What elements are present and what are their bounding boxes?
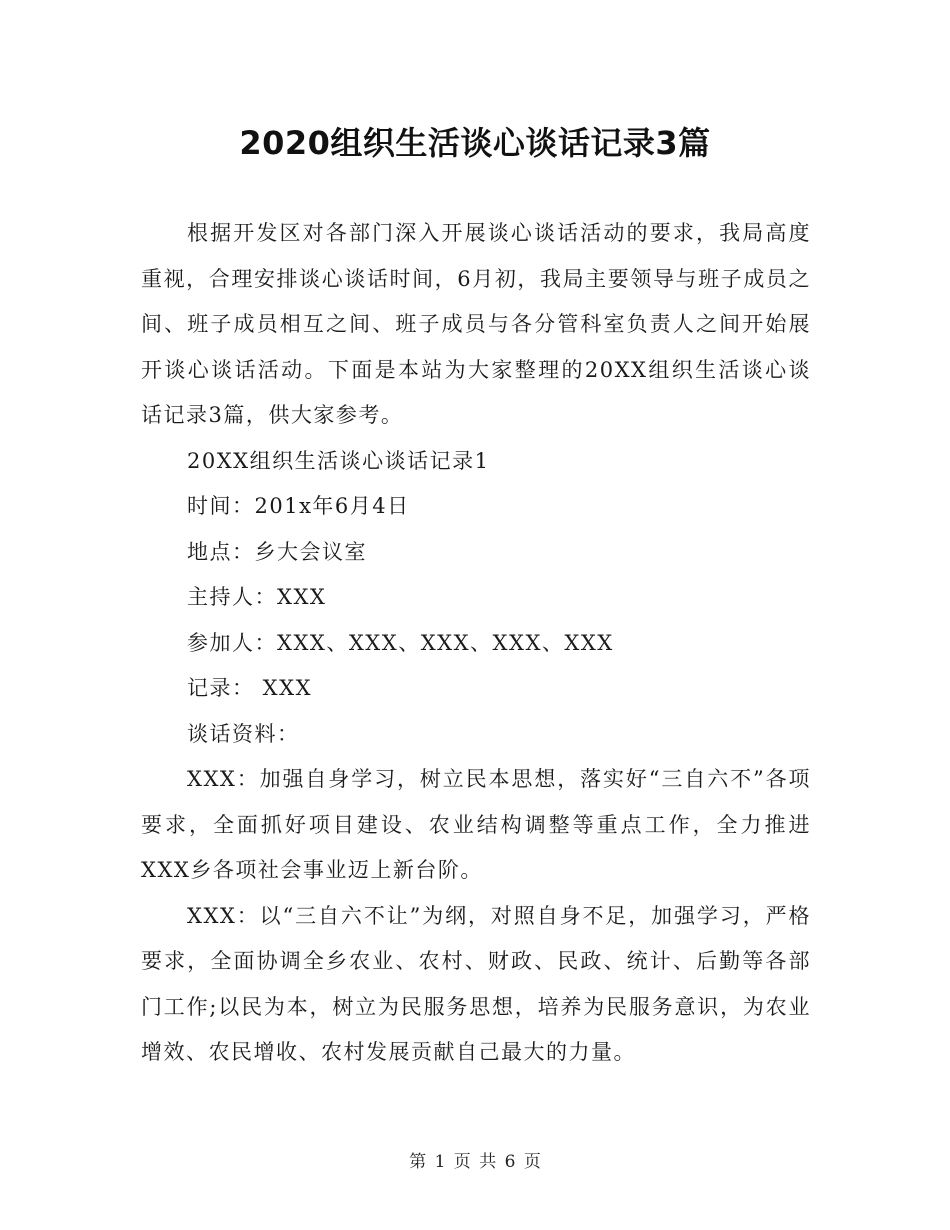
- intro-paragraph: 根据开发区对各部门深入开展谈心谈话活动的要求，我局高度重视，合理安排谈心谈话时间，6月初，我局主要领导与班子成员之间、班子成员相互之间、班子成员与各分管科室负责人之间开始展开谈心谈话活动。下面是本站为大家整理的20XX组织生活谈心谈话记录3篇，供大家参考。: [141, 221, 811, 427]
- record-heading: 20XX组织生活谈心谈话记录1: [187, 448, 490, 473]
- content-label: 谈话资料：: [187, 721, 300, 746]
- meeting-place: 地点：乡大会议室: [187, 539, 367, 564]
- meeting-recorder: 记录： XXX: [187, 676, 313, 700]
- speech-paragraph-1: XXX：加强自身学习，树立民本思想，落实好“三自六不”各项要求，全面抓好项目建设、农业结构调整等重点工作，全力推进XXX乡各项社会事业迈上新台阶。: [141, 767, 811, 882]
- document-body: [141, 211, 811, 1076]
- speech-paragraph-2: XXX：以“三自六不让”为纲，对照自身不足，加强学习，严格要求，全面协调全乡农业、农村、财政、民政、统计、后勤等各部门工作;以民为本，树立为民服务思想，培养为民服务意识，为农业增效、农民增收、农村发展贡献自己最大的力量。: [141, 903, 811, 1064]
- meeting-time: 时间：201x年6月4日: [187, 494, 410, 518]
- document-title: 2020组织生活谈心谈话记录3篇: [239, 124, 711, 163]
- meeting-attendees: 参加人：XXX、XXX、XXX、XXX、XXX: [187, 630, 614, 655]
- page-number-footer: 第 1 页 共 6 页: [409, 1152, 541, 1172]
- meeting-host: 主持人：XXX: [187, 585, 327, 609]
